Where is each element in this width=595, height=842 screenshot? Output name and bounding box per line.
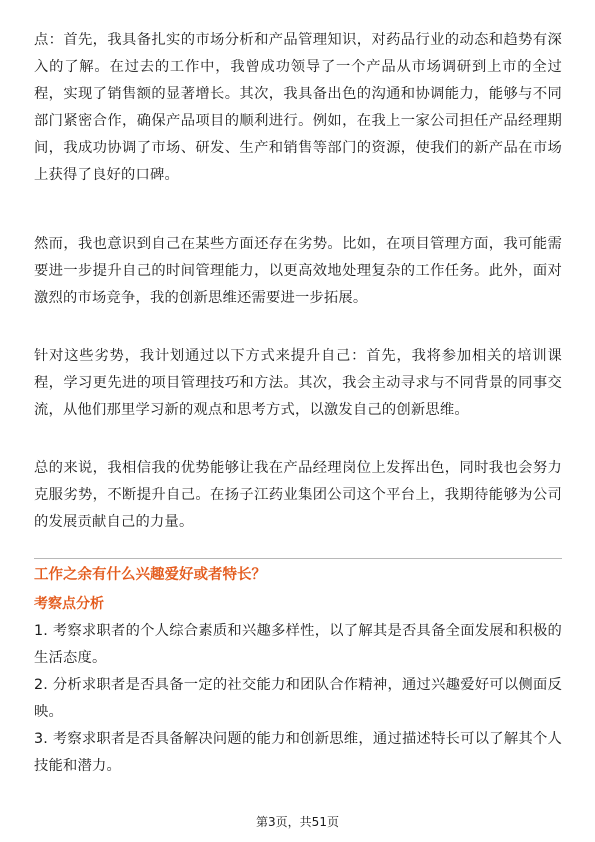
question-title: 工作之余有什么兴趣爱好或者特长？ (34, 567, 266, 583)
section-divider (34, 558, 562, 559)
analysis-point: 1. 考察求职者的个人综合素质和兴趣多样性，以了解其是否具备全面发展和积极的生活态度。 (34, 623, 562, 666)
answer-paragraph-improvement-plan: 针对这些劣势，我计划通过以下方式来提升自己：首先，我将参加相关的培训课程，学习更先进的项目管理技巧和方法。其次，我会主动寻求与不同背景的同事交流，从他们那里学习新的观点和思考方式，以激发自己的创新思维。 (34, 348, 562, 418)
answer-paragraph-weaknesses: 然而，我也意识到自己在某些方面还存在劣势。比如，在项目管理方面，我可能需要进一步提升自己的时间管理能力，以更高效地处理复杂的工作任务。此外，面对激烈的市场竞争，我的创新思维还需要进一步拓展。 (34, 236, 562, 306)
analysis-point-list (34, 618, 562, 779)
analysis-point: 2. 分析求职者是否具备一定的社交能力和团队合作精神，通过兴趣爱好可以侧面反映。 (34, 676, 562, 720)
analysis-point: 3. 考察求职者是否具备解决问题的能力和创新思维，通过描述特长可以了解其个人技能和潜力。 (34, 730, 562, 774)
answer-paragraph-strengths: 点：首先，我具备扎实的市场分析和产品管理知识，对药品行业的动态和趋势有深入的了解。在过去的工作中，我曾成功领导了一个产品从市场调研到上市的全过程，实现了销售额的显著增长。其次，我具备出色的沟通和协调能力，能够与不同部门紧密合作，确保产品项目的顺利进行。例如，在我上一家公司担任产品经理期间，我成功协调了市场、研发、生产和销售等部门的资源，使我们的新产品在市场上获得了良好的口碑。 (34, 32, 562, 183)
page-number: 第3页，共51页 (256, 815, 339, 829)
answer-paragraph-summary: 总的来说，我相信我的优势能够让我在产品经理岗位上发挥出色，同时我也会努力克服劣势，不断提升自己。在扬子江药业集团公司这个平台上，我期待能够为公司的发展贡献自己的力量。 (34, 460, 562, 530)
analysis-label: 考察点分析 (34, 596, 104, 612)
